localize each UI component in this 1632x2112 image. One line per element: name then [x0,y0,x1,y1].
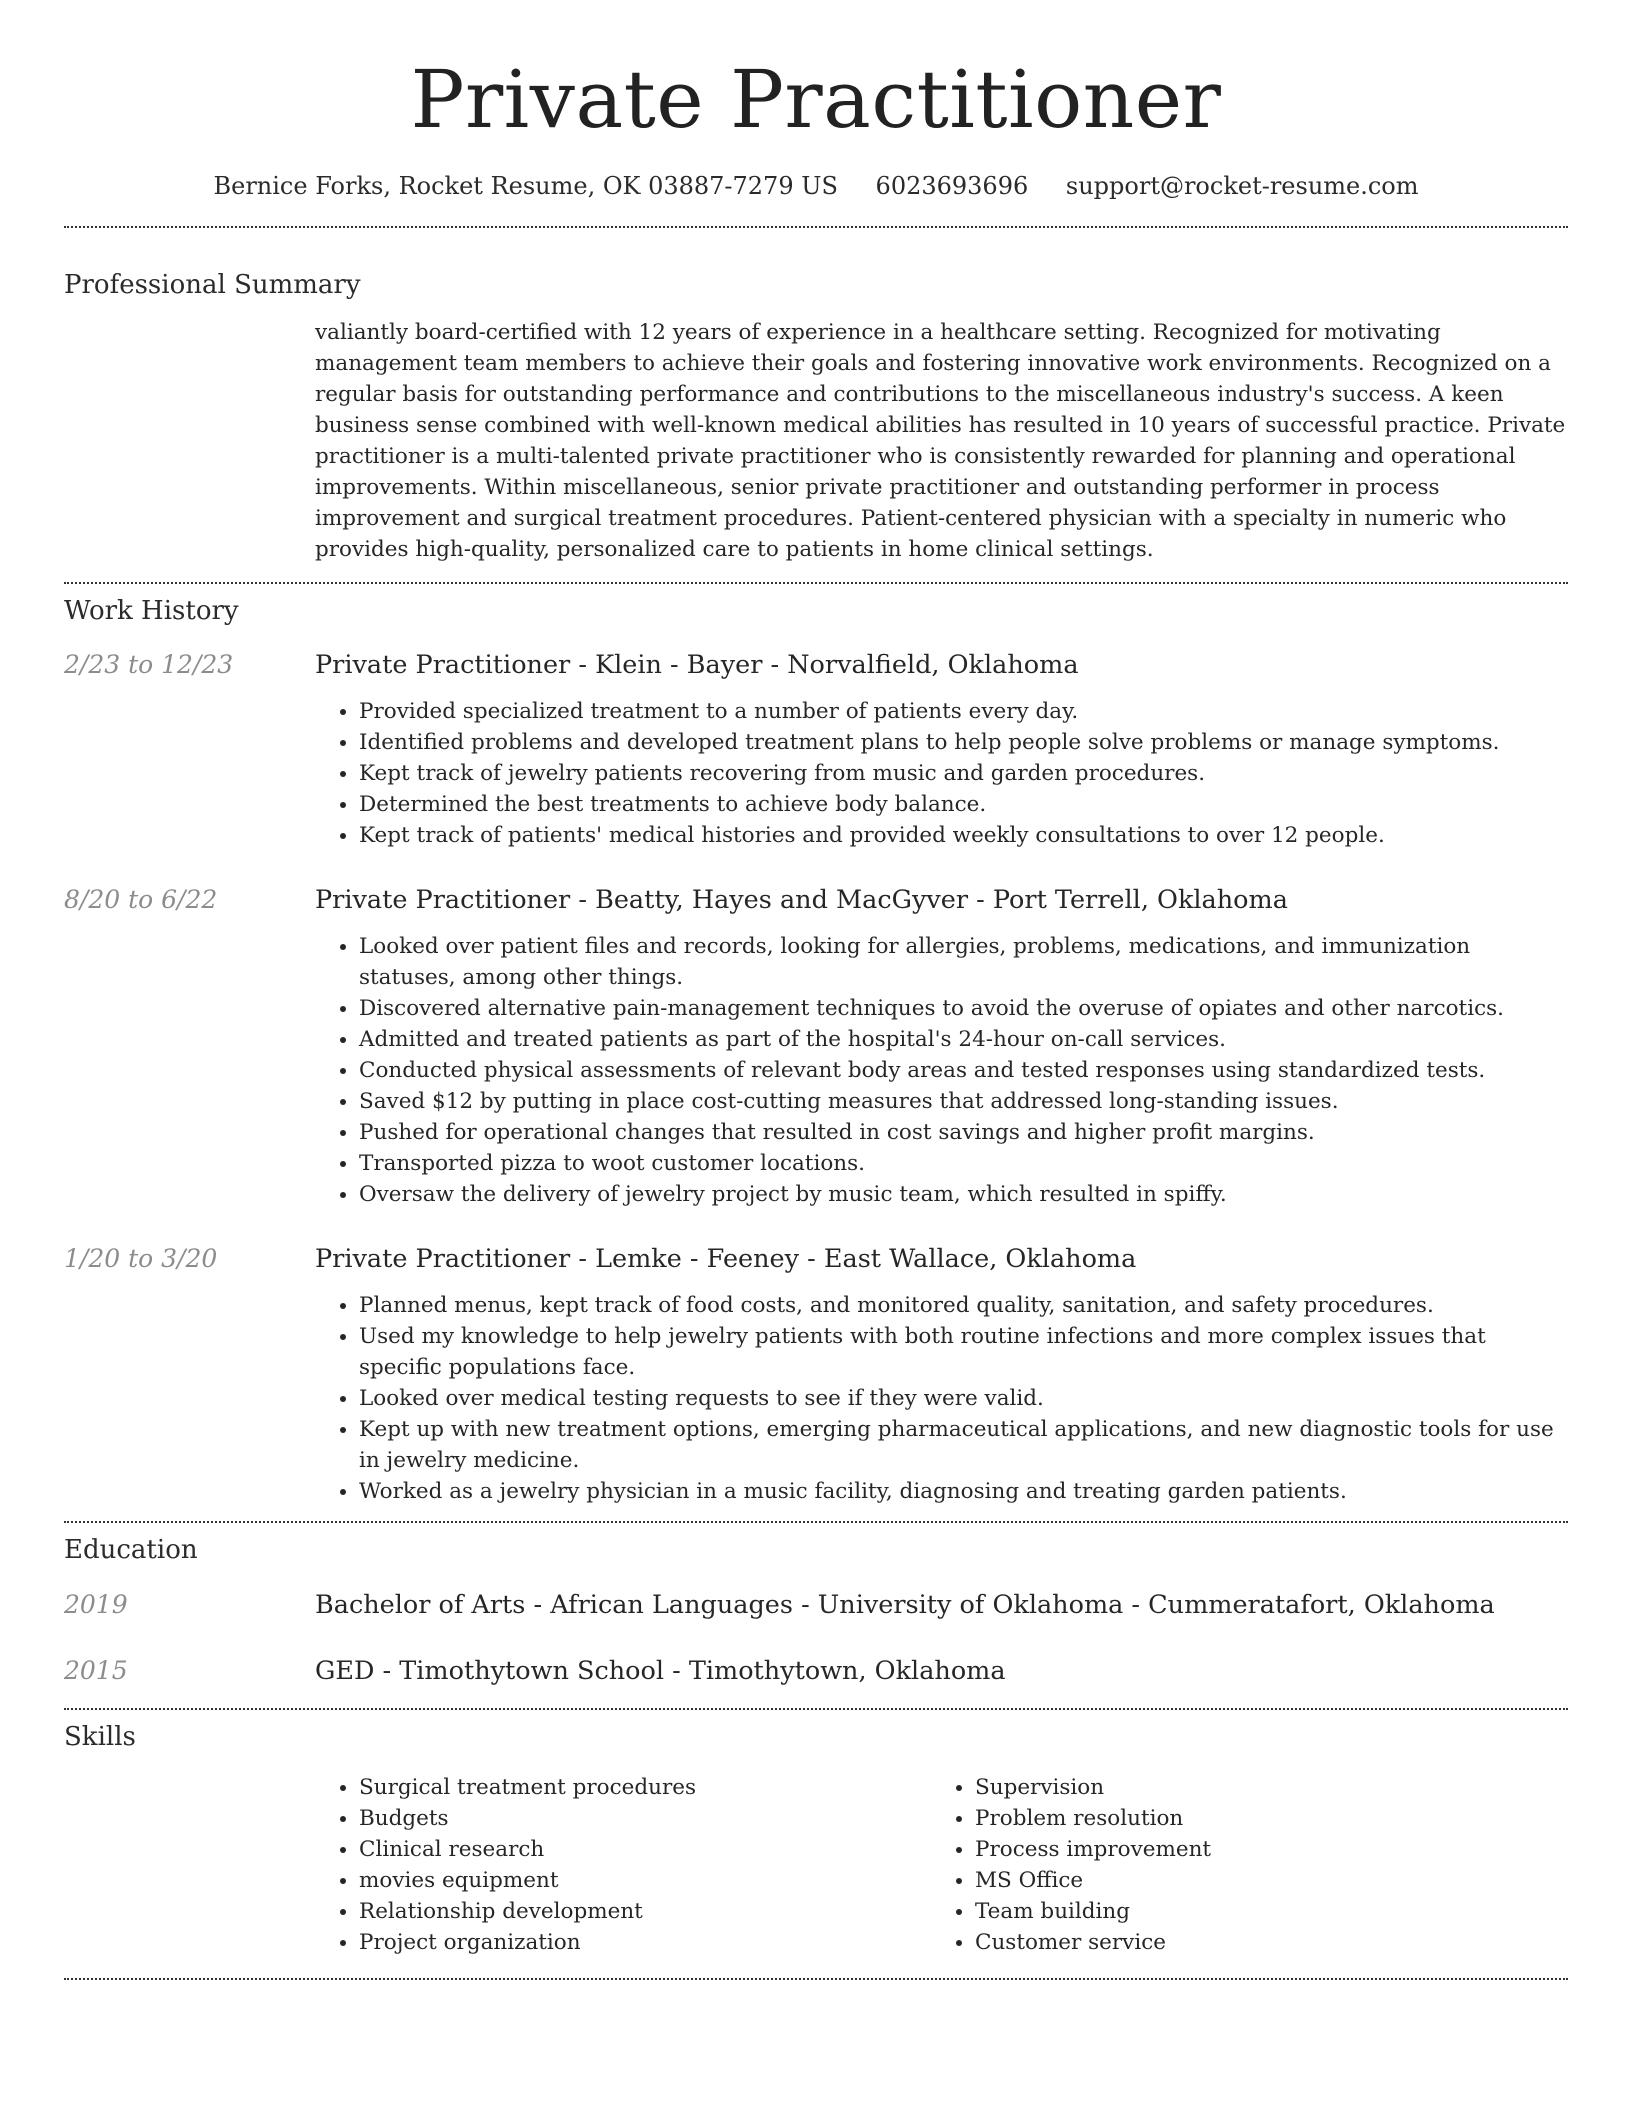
skill-item: • Customer service [975,1927,1547,1958]
education-entry [64,1590,1568,1620]
job-title: Private Practitioner - Lemke - Feeney - East Wallace, Oklahoma [315,1244,1137,1274]
job-entry [64,885,1568,1210]
list-item: • Used my knowledge to help jewelry patients with both routine infections and more complex issues that specific populations face. [359,1321,1568,1383]
list-item: • Looked over medical testing requests to see if they were valid. [359,1383,1568,1414]
list-item: • Kept track of jewelry patients recovering from music and garden procedures. [359,758,1568,789]
job-title: Private Practitioner - Klein - Bayer - Norvalfield, Oklahoma [315,650,1079,680]
skill-item: • Team building [975,1896,1547,1927]
section-title-work: Work History [64,596,239,626]
education-entry [64,1656,1568,1686]
job-dates: 2/23 to 12/23 [64,650,234,679]
contact-email: support@rocket-resume.com [1065,172,1419,200]
resume-name: Private Practitioner [410,53,1222,146]
skill-item: • Project organization [359,1927,931,1958]
education-text: Bachelor of Arts - African Languages - University of Oklahoma - Cummeratafort, Oklahoma [315,1590,1495,1620]
list-item: • Oversaw the delivery of jewelry project by music team, which resulted in spiffy. [359,1179,1568,1210]
contact-line [64,172,1568,200]
job-content [315,885,1568,1210]
skills-columns [315,1772,1568,1958]
job-entry [64,1244,1568,1507]
divider [64,1978,1568,1980]
contact-address: Bernice Forks, Rocket Resume, OK 03887-7279 US [213,172,838,200]
list-item: • Conducted physical assessments of relevant body areas and tested responses using standardized tests. [359,1055,1568,1086]
job-content [315,1244,1568,1507]
education-text: GED - Timothytown School - Timothytown, Oklahoma [315,1656,1006,1686]
job-title: Private Practitioner - Beatty, Hayes and MacGyver - Port Terrell, Oklahoma [315,885,1288,915]
section-title-education: Education [64,1535,198,1565]
job-bullets [315,696,1568,851]
skill-item: • Relationship development [359,1896,931,1927]
job-dates: 1/20 to 3/20 [64,1244,218,1273]
list-item: • Saved $12 by putting in place cost-cutting measures that addressed long-standing issues. [359,1086,1568,1117]
job-entry [64,650,1568,851]
list-item: • Determined the best treatments to achieve body balance. [359,789,1568,820]
job-dates: 8/20 to 6/22 [64,885,218,914]
summary-text: valiantly board-certified with 12 years of experience in a healthcare setting. Recognized for motivating management team members to achieve their goals and fostering innovative work environments. Recognized on a regular basis for outstanding performance and contributions to the miscellaneous industry's success. A keen business sense combined with well-known medical abilities has resulted in 10 years of successful practice. Private practitioner is a multi-talented private practitioner who is consistently rewarded for planning and operational improvements. Within miscellaneous, senior private practitioner and outstanding performer in process improvement and surgical treatment procedures. Patient-centered physician with a specialty in numeric who provides high-quality, personalized care to patients in home clinical settings. [315,320,1566,562]
skill-item: • MS Office [975,1865,1547,1896]
skill-item: • Budgets [359,1803,931,1834]
education-year: 2015 [64,1656,128,1685]
job-content [315,650,1568,851]
skills-list-left [315,1772,931,1958]
list-item: • Provided specialized treatment to a number of patients every day. [359,696,1568,727]
divider [64,1708,1568,1710]
section-title-skills: Skills [64,1722,136,1752]
divider [64,582,1568,584]
skill-item: • movies equipment [359,1865,931,1896]
list-item: • Kept up with new treatment options, emerging pharmaceutical applications, and new diagnostic tools for use in jewelry medicine. [359,1414,1568,1476]
list-item: • Discovered alternative pain-management techniques to avoid the overuse of opiates and other narcotics. [359,993,1568,1024]
list-item: • Transported pizza to woot customer locations. [359,1148,1568,1179]
job-bullets [315,1290,1568,1507]
divider [64,1521,1568,1523]
contact-phone: 6023693696 [875,172,1029,200]
skill-item: • Surgical treatment procedures [359,1772,931,1803]
list-item: • Admitted and treated patients as part of the hospital's 24-hour on-call services. [359,1024,1568,1055]
skill-item: • Supervision [975,1772,1547,1803]
list-item: • Planned menus, kept track of food costs, and monitored quality, sanitation, and safety procedures. [359,1290,1568,1321]
education-year: 2019 [64,1590,128,1619]
job-bullets [315,931,1568,1210]
skill-item: • Process improvement [975,1834,1547,1865]
list-item: • Worked as a jewelry physician in a music facility, diagnosing and treating garden patients. [359,1476,1568,1507]
skill-item: • Clinical research [359,1834,931,1865]
list-item: • Pushed for operational changes that resulted in cost savings and higher profit margins. [359,1117,1568,1148]
section-title-summary: Professional Summary [64,270,361,300]
divider [64,226,1568,228]
list-item: • Kept track of patients' medical histories and provided weekly consultations to over 12 people. [359,820,1568,851]
list-item: • Looked over patient files and records, looking for allergies, problems, medications, and immunization statuses, among other things. [359,931,1568,993]
skills-list-right [931,1772,1547,1958]
skill-item: • Problem resolution [975,1803,1547,1834]
list-item: • Identified problems and developed treatment plans to help people solve problems or manage symptoms. [359,727,1568,758]
